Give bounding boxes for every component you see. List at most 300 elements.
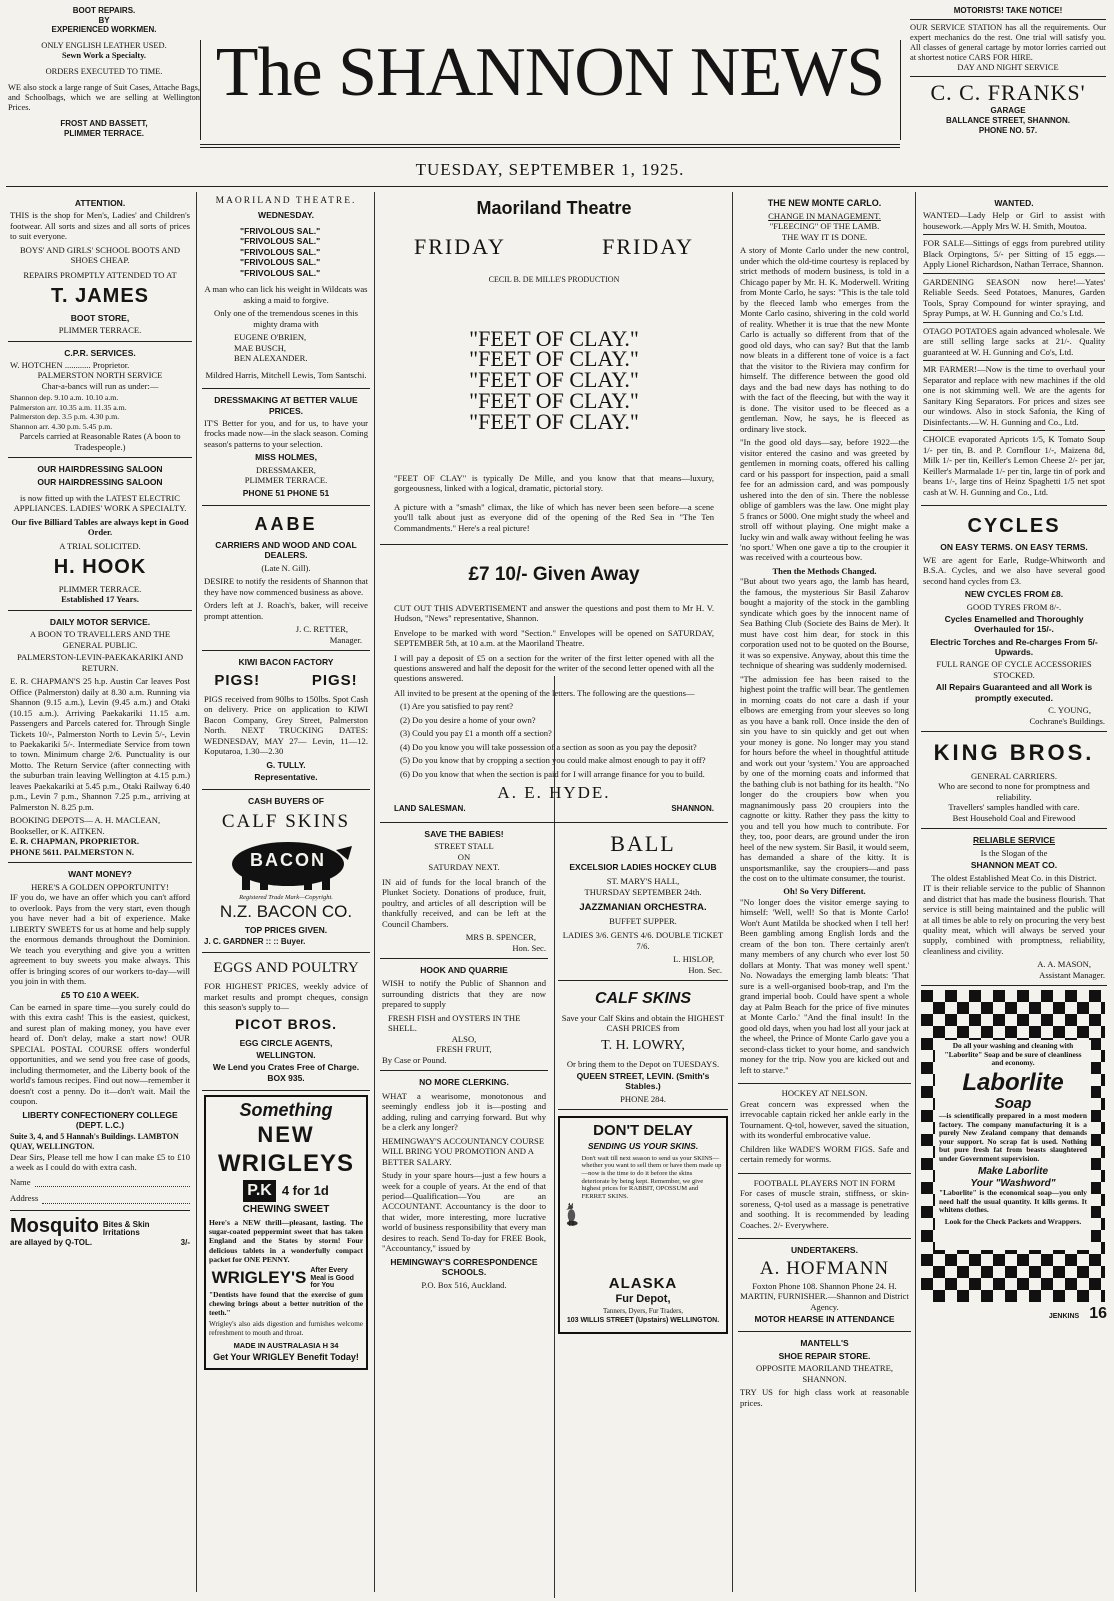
trial-line: A TRIAL SOLICITED. — [59, 540, 141, 551]
friday-right: FRIDAY — [602, 233, 694, 259]
made-in: MADE IN AUSTRALASIA H 34 — [233, 1340, 339, 1350]
coupon-name-row[interactable] — [10, 1177, 190, 1187]
try-us: TRY US for high class work at reasonable prices. — [740, 1387, 909, 1408]
sal-title: "FRIVOLOUS SAL." — [240, 267, 321, 278]
aabe-body: DESIRE to notify the residents of Shannon that they have now commenced business as above. — [204, 576, 368, 597]
reliable-heading: RELIABLE SERVICE — [972, 835, 1056, 846]
alaska-name: ALASKA — [608, 1274, 678, 1292]
lowry-name: T. H. LOWRY, — [601, 1038, 685, 1054]
ad-aabe-carriers — [202, 506, 370, 651]
hockey-body: Great concern was expressed when the irrevocable captain ricked her ankle early in the Tournament. Q-tol, however, saved the situation, with its wonderful embrocative value. — [740, 1098, 909, 1141]
monte-paragraph: "But about two years ago, the lamb has heard, the famous, the mysterious Sir Basil Zaharov bought a majority of the stock in the gambling syndicate which goes by the innocent name of Sea Bathing Club (Societe des Bains de Mer). It must have cost him dear, for stock in this corporation used not to be quoted on the Bourse, it was so expensive. Anyway, about this time the technique of shearing was suddenly modernised. — [740, 576, 909, 671]
ball-tickets: LADIES 3/6. GENTS 4/6. DOUBLE TICKET 7/6. — [562, 930, 724, 951]
oh-so-subhead: Oh! So Very Different. — [783, 886, 866, 897]
jazz-orchestra: JAZZMANIAN ORCHESTRA. — [579, 902, 707, 913]
masthead — [0, 0, 1114, 190]
dress-body: IT'S Better for you, and for us, to have your frocks made now—in the slack season. Coming season's patterns to your selection. — [204, 417, 368, 449]
mosquito-ad — [10, 1214, 190, 1238]
mosquito-word: Mosquito — [10, 1214, 99, 1237]
holmes-phone: PHONE 51 PHONE 51 — [242, 487, 330, 498]
classifieds-wanted — [921, 192, 1107, 506]
corner-divider-left — [200, 40, 201, 140]
case-line: By Case or Pound. — [382, 1054, 447, 1065]
classified-item: WANTED—Lady Help or Girl to assist with housework.—Apply Mrs W. H. Smith, Moutoa. — [923, 210, 1105, 231]
motor-boon: A BOON TO TRAVELLERS AND THE GENERAL PUBLIC. — [29, 629, 171, 650]
lowry-depot: Or bring them to the Depot on TUESDAYS. — [566, 1058, 720, 1069]
wrigleys-quote: "Dentists have found that the exercise of gum chewing brings about a better nutrition of the teeth." — [209, 1290, 363, 1318]
franks-name: C. C. FRANKS' — [930, 79, 1086, 105]
column-4 — [738, 192, 911, 1597]
coupon-address-row[interactable] — [10, 1193, 190, 1203]
classified-item: GARDENING SEASON now here!—Yates' Reliable Seeds. Seed Potatoes, Manures, Garden Tools, Spray Compound for winter spraying, and Spray Pumps, at W. H. Gunning and Co.'s Ltd. — [923, 276, 1105, 319]
travellers-line: Travellers' samples handled with care. — [948, 802, 1080, 813]
ball-club: EXCELSIOR LADIES HOCKEY CLUB — [569, 861, 717, 872]
alaska-address: 103 WILLIS STREET (Upstairs) WELLINGTON. — [566, 1317, 720, 1325]
column-divider — [915, 192, 916, 1592]
cast-member: EUGENE O'BRIEN, — [234, 332, 307, 343]
monte-sub: CHANGE IN MANAGEMENT. — [768, 210, 881, 221]
cpr-heading: C.P.R. SERVICES. — [64, 347, 136, 358]
hofmann-body: Foxton Phone 108. Shannon Phone 24. H. MARTIN, FURNISHER.—Shannon and District Agency. — [740, 1280, 909, 1312]
opposite-theatre: OPPOSITE MAORILAND THEATRE, SHANNON. — [755, 1363, 894, 1384]
new-cycles: NEW CYCLES FROM £8. — [964, 589, 1064, 600]
king-bros-name: KING BROS. — [933, 740, 1095, 766]
holmes-role: DRESSMAKER, — [256, 464, 316, 475]
dont-delay: DON'T DELAY — [593, 1122, 693, 1140]
newspaper-title: The SHANNON NEWS — [215, 34, 885, 111]
sal-title: "FRIVOLOUS SAL." — [240, 225, 321, 236]
envelope-text: Envelope to be marked with word "Section." Envelopes will be opened on SATURDAY, SEPTEMBER 5th, at 10 a.m. at the Maoriland Theatre. — [394, 627, 714, 649]
ad-nz-bacon — [202, 790, 370, 952]
hislop-role: Hon. Sec. — [688, 964, 722, 975]
t-james-name: T. JAMES — [50, 285, 150, 308]
classified-item: FOR SALE—Sittings of eggs from purebred utility Black Orpingtons, 5/- per Sitting of 15 eggs.—Apply Lionel Richardson, Nathan Terrace, Shannon. — [923, 238, 1105, 270]
full-range: FULL RANGE OF CYCLE ACCESSORIES STOCKED. — [936, 659, 1092, 680]
hook-established: Established 17 Years. — [61, 594, 139, 605]
after-meal: After Every Meal is Good for You — [310, 1267, 354, 1290]
smash-body: A picture with a "smash" climax, the like of which has never been seen before—a scene you'll talk about just as everyone did of the opening of the Red Sea in "The Ten Commandments." Here's a real picture! — [394, 501, 714, 533]
h-hook-name: H. HOOK — [53, 556, 147, 579]
classified-item: MR FARMER!—Now is the time to overhaul your Separator and replace with new machines if the old one is not skimming well. We are the agents for Sanitary King Separators. For prices and sizes see our windows. Also in stock Safonia, the King of Disinfectants.—W. H. Gunning and Co., Ltd. — [923, 364, 1105, 427]
frost-bassett: FROST AND BASSETT, — [60, 119, 148, 129]
cycles-body: WE are agent for Earle, Rudge-Whitworth and B.S.A. Cycles, and we also have several good second hand cycles from £3. — [923, 554, 1105, 586]
aabe-late: (Late N. Gill). — [261, 562, 311, 573]
holmes-name: MISS HOLMES, — [255, 452, 317, 463]
wrigleys-logo-2: WRIGLEY'S — [211, 1268, 307, 1288]
address-label: Address — [10, 1193, 39, 1204]
ad-want-money — [8, 863, 192, 1253]
ad-feet-of-clay — [380, 192, 728, 545]
jenkins-credit: JENKINS — [1048, 1313, 1080, 1321]
hemingway-box: P.O. Box 516, Auckland. — [421, 1279, 507, 1290]
cpr-time: Palmerston arr. 10.35 a.m. 11.35 a.m. — [10, 402, 127, 412]
way-line: THE WAY IT IS DONE. — [781, 231, 868, 242]
hislop-name: L. HISLOP, — [673, 954, 714, 965]
ad-cycles — [921, 506, 1107, 732]
nz-bacon-co: N.Z. BACON CO. — [219, 901, 353, 921]
ad-mantells — [738, 1332, 911, 1416]
masthead-bottom-rule — [6, 186, 1108, 187]
young-name: C. YOUNG, — [1048, 705, 1091, 716]
liberty-address: Suite 3, 4, and 5 Hannah's Buildings. LAMBTON QUAY, WELLINGTON. — [10, 1132, 179, 1152]
production-line: CECIL B. DE MILLE'S PRODUCTION — [488, 274, 620, 284]
babies-sat: SATURDAY NEXT. — [428, 862, 500, 873]
theatre-title: Maoriland Theatre — [476, 198, 632, 218]
fleecing-line: "FLEECING" OF THE LAMB. — [769, 221, 880, 232]
aabe-orders: Orders left at J. Roach's, baker, will receive prompt attention. — [204, 600, 368, 621]
corner-ad-franks-garage — [910, 6, 1106, 135]
king-body: Who are second to none for promptness and reliability. — [938, 781, 1090, 802]
cpr-time: Palmerston dep. 3.5 p.m. 4.30 p.m. — [10, 412, 120, 422]
sal-title: "FRIVOLOUS SAL." — [240, 246, 321, 257]
ball-title: BALL — [610, 830, 676, 856]
picot-name: PICOT BROS. — [234, 1016, 337, 1033]
question: (6) Do you know that when the section is paid for I will arrange finance for you to build. — [400, 768, 705, 779]
liberty-college: LIBERTY CONFECTIONERY COLLEGE (DEPT. L.C.) — [22, 1109, 178, 1131]
mason-name: A. A. MASON, — [1037, 959, 1091, 970]
clay-title: "FEET OF CLAY." — [469, 367, 639, 393]
ad-laborlite — [921, 990, 1107, 1302]
babies-heading: SAVE THE BABIES! — [424, 828, 504, 839]
school-boots: BOYS' AND GIRLS' SCHOOL BOOTS AND SHOES CHEAP. — [19, 244, 181, 266]
hemingway-signature: HEMINGWAY'S CORRESPONDENCE SCHOOLS. — [390, 1256, 538, 1278]
sal-title: "FRIVOLOUS SAL." — [240, 236, 321, 247]
service-station-text: OUR SERVICE STATION has all the requirements. Our expert mechanics do the rest. One trial will satisfy you. All classes of general cartage by motor lorries carried out at shortest notice CARS FOR HIRE. — [910, 22, 1106, 62]
also-line: ALSO, — [451, 1033, 477, 1044]
column-3-right — [558, 823, 728, 1334]
hook-address: PLIMMER TERRACE. — [58, 583, 142, 594]
methods-subhead: Then the Methods Changed. — [772, 565, 877, 576]
look-for: Look for the Check Packets and Wrappers. — [944, 1216, 1082, 1226]
name-label: Name — [10, 1176, 31, 1187]
calf-heading: CASH BUYERS OF — [247, 796, 325, 807]
cast-secondary: Mildred Harris, Mitchell Lewis, Tom Santschi. — [205, 369, 367, 380]
orders-line: ORDERS EXECUTED TO TIME. — [45, 66, 163, 76]
plimmer-terrace: PLIMMER TERRACE. — [64, 128, 144, 138]
cpr-time: Shannon dep. 9.10 a.m. 10.10 a.m. — [10, 393, 119, 403]
kiwi-signature: G. TULLY. — [266, 759, 306, 770]
slogan-line: Is the Slogan of the — [980, 847, 1048, 858]
soap-word: Soap — [994, 1094, 1032, 1112]
clay-body: "FEET OF CLAY" is typically De Mille, and you know that that means—luxury, gorgeousness, linked with a logical, dramatic, pictorial story. — [394, 472, 714, 494]
clay-title: "FEET OF CLAY." — [469, 346, 639, 372]
bacon-registered: Registered Trade Mark—Copyright. — [239, 893, 333, 901]
spencer-name: MRS B. SPENCER, — [465, 932, 536, 943]
hofmann-name: A. HOFMANN — [759, 1258, 890, 1280]
get-benefit: Get Your WRIGLEY Benefit Today! — [213, 1351, 359, 1362]
column-3 — [380, 192, 728, 1597]
ad-kiwi-bacon — [202, 651, 370, 790]
day-night-service: DAY AND NIGHT SERVICE — [957, 62, 1059, 72]
laborlite-top: Do all your washing and cleaning with "Laborlite" Soap and be sure of cleanliness and economy. — [944, 1041, 1082, 1068]
mason-role: Assistant Manager. — [1039, 969, 1105, 980]
hemingway-course: HEMINGWAY'S ACCOUNTANCY COURSE WILL BRING YOU PROMOTION AND A BETTER SALARY. — [382, 1135, 545, 1167]
column-divider — [374, 192, 375, 1592]
column-2 — [202, 192, 370, 1597]
kiwi-body: PIGS received from 90lbs to 150lbs. Spot Cash on delivery. Price on application to KIWI Bacon Company, Grey Street, Palmerston North. NEXT TRUCKING DATES: WEDNESDAY, MAY 27— Levin, 11—12. Koputaroa, 1.30—2.30 — [204, 693, 368, 757]
motor-route: PALMERSTON-LEVIN-PAEKAKARIKI AND RETURN. — [16, 652, 184, 673]
fox-icon — [564, 1155, 579, 1275]
skins-small: Don't wait till next season to send us your SKINS—whether you want to sell them or have them made up—now is the time to do it before the skins deteriorate by being kept. Remember, we give highest prices for RABBIT, OPOSSUM and FERRET SKINS. — [581, 1154, 722, 1200]
repairs-line: REPAIRS PROMPTLY ATTENDED TO AT — [23, 269, 177, 280]
plimmer-terrace: PLIMMER TERRACE. — [58, 325, 142, 336]
classified-item: OTAGO POTATOES again advanced wholesale. We are still selling large sacks at 21/-. Quality guaranteed at W. H. Gunning and Co's, Ltd. — [923, 325, 1105, 357]
mosquito-footer — [10, 1238, 190, 1248]
gardner-buyer: J. C. GARDNER :: :: Buyer. — [204, 936, 306, 946]
pk-price: 4 for 1d — [281, 1182, 329, 1198]
good-tyres: GOOD TYRES FROM 8/-. — [966, 601, 1062, 612]
ball-hall: ST. MARY'S HALL, — [606, 876, 680, 887]
enamelled-line: Cycles Enamelled and Thoroughly Overhauled for 15/-. — [944, 614, 1084, 635]
question: (5) Do you know that by cropping a section you could make almost enough to pay it off? — [400, 755, 706, 766]
torches-line: Electric Torches and Re-charges From 5/- Upwards. — [930, 636, 1098, 658]
ad-t-james — [8, 192, 192, 342]
garage-street: BALLANCE STREET, SHANNON. — [945, 115, 1070, 125]
boot-store: BOOT STORE, — [70, 312, 130, 323]
cut-out: CUT OUT THIS ADVERTISEMENT and answer the questions and post them to Mr H. V. Hudson, "News" representative, Shannon. — [394, 602, 714, 624]
ad-king-bros — [921, 732, 1107, 829]
money-body-2: Can be earned in spare time—you surely could do with this extra cash! This is the easiest, quickest, and surest plan of making money, you have ever heard of. Don't delay, make a start now! OUR SPECIAL POSTAL COURSE offers wonderful opportunities, and we send you free case of goods, including thermometer, and the Liberty book of the world's famous recipes. Find out now—remember it doesn't cost a penny. Do it—don't wait. Mail the coupon. — [10, 1001, 190, 1107]
clerking-body: WHAT a wearisome, monotonous and seemingly endless job it is—posting and adding, ruling and carrying forward. But why be a clerk any longer? — [382, 1090, 546, 1133]
motor-body: E. R. CHAPMAN'S 25 h.p. Austin Car leaves Post Office (Palmerston) daily at 8.30 a.m. Running via Shannon (9.15 a.m.), Levin (9.45 a.m.) and Otaki (10.15 a.m.). Arriving Paekakariki 11.15 a.m. Passengers and Parcels catered for. Through Single Tickets 10/-, Palmerston North to Levin 5/-, Levin to Paekakariki 5/-. Intermediate Service from town to town. Minimum charge 2/6. Punctuality is our Motto. The Return Service (after connecting with the suburban train leaving Wellington at 4.15 p.m.) leaves Paekakariki at 5.45 p.m., Otaki Railway 6.40 p.m., Levin 7 p.m., Shannon 7.25 p.m., arriving at Palmerston N. 8.25 p.m. — [10, 676, 190, 812]
ad-save-babies — [380, 823, 548, 959]
guaranteed-line: All Repairs Guaranteed and all Work is promptly executed. — [935, 682, 1093, 703]
dress-heading: DRESSMAKING AT BETTER VALUE PRICES. — [214, 395, 358, 416]
cpr-run: Char-a-bancs will run as under:— — [41, 380, 159, 391]
cpr-parcels: Parcels carried at Reasonable Rates (A boon to Tradespeople.) — [19, 431, 181, 452]
cpr-route: PALMERSTON NORTH SERVICE — [37, 370, 163, 381]
laborlite-body: —is scientifically prepared in a most modern factory. The company manufacturing it is a purely New Zealand company that demands your support. No scrap fat is used. Nothing but pure fresh fat from beasts slaughtered under Government supervision. — [939, 1111, 1087, 1163]
attention-heading: ATTENTION. — [74, 198, 126, 208]
clay-title: "FEET OF CLAY." — [469, 409, 639, 435]
coupon-text: Dear Sirs, Please tell me how I can make £5 to £10 a week as I could do with extra cash. — [10, 1151, 190, 1173]
corner-left-line: EXPERIENCED WORKMEN. — [51, 25, 157, 35]
mantell-name: MANTELL'S — [800, 1338, 849, 1349]
washword: Your "Washword" — [970, 1177, 1056, 1189]
corner-divider-right — [900, 40, 901, 140]
billiard-line: Our five Billiard Tables are always kept in Good Order. — [11, 516, 189, 538]
question: (2) Do you desire a home of your own? — [400, 714, 536, 725]
ad-given-away — [380, 545, 728, 822]
motorists-head: MOTORISTS! TAKE NOTICE! — [953, 6, 1063, 15]
money-sub: £5 TO £10 A WEEK. — [60, 989, 140, 1000]
picot-city: WELLINGTON. — [256, 1049, 316, 1060]
babies-on: ON — [457, 851, 471, 862]
column-divider — [196, 192, 197, 1592]
ad-picot-bros — [202, 953, 370, 1091]
ad-hemingways — [380, 1071, 548, 1295]
question: (4) Do you know you will take possession of a section as soon as you pay the deposit? — [400, 741, 697, 752]
attention-body: THIS is the shop for Men's, Ladies' and Children's footwear. All sorts and sizes and all sorts of prices to suit everyone. — [10, 210, 190, 242]
land-salesman: LAND SALESMAN. — [394, 804, 466, 814]
kiwi-rep: Representative. — [254, 772, 318, 783]
giveaway-title: £7 10/- Given Away — [468, 564, 640, 586]
monte-heading: THE NEW MONTE CARLO. — [767, 198, 882, 208]
money-heading: WANT MONEY? — [68, 869, 132, 880]
corner-ad-boot-repairs — [8, 6, 200, 138]
ad-hockey-ball — [558, 823, 728, 981]
hook-quarrie-body: WISH to notify the Public of Shannon and surrounding districts that they are now prepared to supply — [382, 978, 546, 1010]
title-rule — [200, 147, 900, 148]
kiwi-heading: KIWI BACON FACTORY — [238, 657, 334, 668]
article-football — [738, 1174, 911, 1239]
pig-logo — [218, 836, 354, 892]
ad-daily-motor-service — [8, 611, 192, 864]
theatre-day: WEDNESDAY. — [258, 209, 314, 220]
ball-date: THURSDAY SEPTEMBER 24th. — [584, 886, 702, 897]
friday-left: FRIDAY — [414, 233, 506, 259]
hyde-town: SHANNON. — [671, 804, 714, 814]
undertakers-heading: UNDERTAKERS. — [791, 1245, 858, 1256]
clerking-heading: NO MORE CLERKING. — [419, 1077, 509, 1088]
ad-wrigleys — [202, 1091, 370, 1375]
wanted-heading: WANTED. — [994, 198, 1034, 208]
question: (1) Are you satisfied to pay rent? — [400, 701, 514, 712]
coal-line: Best Household Coal and Firewood — [952, 812, 1076, 823]
calf2-body: Save your Calf Skins and obtain the HIGHEST CASH PRICES from — [561, 1012, 725, 1033]
crates-line: We Lend you Crates Free of Charge. BOX 935. — [212, 1062, 360, 1083]
title-rule — [200, 144, 900, 145]
fresh-fruit: FRESH FRUIT, — [436, 1044, 492, 1055]
spencer-role: Hon. Sec. — [512, 942, 546, 953]
clay-title: "FEET OF CLAY." — [469, 325, 639, 351]
issue-date: TUESDAY, SEPTEMBER 1, 1925. — [415, 160, 685, 179]
hyde-name: A. E. HYDE. — [497, 783, 611, 803]
address-field[interactable] — [42, 1193, 190, 1203]
aabe-name: AABE — [254, 514, 318, 535]
sewn-line: Sewn Work a Specialty. — [61, 50, 147, 60]
saloon-heading: OUR HAIRDRESSING SALOON — [37, 464, 163, 475]
pk-box: P.K — [243, 1180, 276, 1202]
cast-member: BEN ALEXANDER. — [234, 353, 308, 364]
motor-phone: PHONE 5611. PALMERSTON N. — [10, 846, 135, 857]
motor-proprietor: E. R. CHAPMAN, PROPRIETOR. — [10, 836, 139, 847]
ad-hook-quarrie — [380, 959, 548, 1071]
leather-line: ONLY ENGLISH LEATHER USED. — [41, 40, 167, 50]
eggs-body: FOR HIGHEST PRICES, weekly advice of market results and prompt cheques, consign this season's supply to— — [204, 981, 368, 1012]
fur-depot: Fur Depot, — [615, 1293, 671, 1306]
top-prices: TOP PRICES GIVEN. — [244, 924, 328, 935]
monte-paragraph: "No longer does the visitor emerge saying to himself: 'Well, well! So that is Monte Carlo! Won't Aunt Matilda be shocked when I tell her! Been gambling among English lords and the cream of the bon ton. There certainly aren't many members of any church who ever lost 50 dollars at Monty. That was money well spent.' No. Nowadays the emerging lamb bleats: 'That sure is a well-organised boob-trap, and I'm the grand imperial boob. Could have spent a whole day at Palm Beach for the price of five minutes at Monte Carlo.' "And the final insult! In the good old days, when you had lost all your jack at the wheel, the Prince of Monte Carlo gave you a second-class ticket to your home, and sandwich money for the trip. Now you are kicked out and left to starve." — [740, 896, 909, 1075]
corner-left-line: BOOT REPAIRS. — [72, 6, 136, 15]
easy-terms: ON EASY TERMS. ON EASY TERMS. — [940, 542, 1088, 553]
stock-text: WE also stock a large range of Suit Cases, Attache Bags, and Schoolbags, which we are selling at Wellington Prices. — [8, 83, 200, 113]
wrigleys-logo: WRIGLEYS — [217, 1149, 354, 1177]
sal-body: A man who can lick his weight in Wildcats was asking a maid to forgive. — [204, 284, 368, 305]
question: (3) Could you pay £1 a month off a section? — [400, 728, 552, 739]
children-worms: Children like WADE'S WORM FIGS. Safe and certain remedy for worms. — [740, 1143, 909, 1165]
cast-member: MAE BUSCH, — [234, 342, 287, 353]
pigs-heading: PIGS! PIGS! — [214, 671, 358, 689]
aabe-sub: CARRIERS AND WOOD AND COAL DEALERS. — [215, 540, 357, 561]
classified-item: CHOICE evaporated Apricots 1/5, K Tomato Soup 1/- per tin, B. and P. Cornflour 1/-, Maizena 8d, Milk 1/- per tin, Keiller's Lemon Cheese 2/- per jar, Keiller's Marmalade 1/- per tin, large tin of pork and beans 1/-, large tins of Heinz Spaghetti 1/5 net spot cash at W. H. Gunning and Co., Ltd. — [923, 434, 1105, 497]
monte-paragraph: A story of Monte Carlo under the new control, under which the old-time courtesy is replaced by strict methods of modern business, is told in a Chicago paper by Mr. H. K. Moderwell. Writing from Monte Carlo, he says: "This is the tale told by the fleeced lamb who emerges from the Monte Carlo casino, shivering in the cold world of reality. Whether it is true that the new Monte Carlo is actually so different from that of the good old days, who can say? But that the lamb now bleats in a different tone of voice is a fact that the visitor to the Riviera may confirm for himself. The difference between the good old days and the bad new days has nothing to do with the fact of the fleecing, but with the way it is done. The visitor used to be fleeced as a gentleman. Now, he says, he is fleeced as ordinary live stock. — [740, 245, 909, 434]
sending-skins: SENDING US YOUR SKINS. — [587, 1140, 699, 1151]
ad-alaska-fur — [558, 1116, 728, 1333]
garage-label: GARAGE — [990, 106, 1026, 116]
price-text: 3/- — [180, 1238, 190, 1248]
ad-cpr-services — [8, 342, 192, 459]
holmes-address: PLIMMER TERRACE. — [244, 475, 328, 486]
shoe-repair-store: SHOE REPAIR STORE. — [778, 1350, 871, 1361]
football-body: For cases of muscle strain, stiffness, or skin-soreness, Q-tol used as a massage is penetrative and soothing. It is recommended by leading Coaches. 2/- Everywhere. — [740, 1188, 909, 1230]
motor-booking: BOOKING DEPOTS— A. H. MACLEAN, Bookseller, or K. AITKEN. — [10, 815, 161, 836]
ad-lowry-calf-skins — [558, 981, 728, 1110]
football-heading: FOOTBALL PLAYERS NOT IN FORM — [753, 1177, 896, 1188]
clay-title: "FEET OF CLAY." — [469, 388, 639, 414]
ad-shannon-meat — [921, 829, 1107, 986]
aabe-signature: J. C. RETTER, — [295, 624, 348, 635]
motor-hearse: MOTOR HEARSE IN ATTENDANCE — [754, 1314, 895, 1324]
motor-heading: DAILY MOTOR SERVICE. — [49, 616, 151, 627]
theatre-heading: MAORILAND THEATRE. — [215, 196, 357, 206]
ad-maoriland-wednesday — [202, 192, 370, 389]
picot-sub: EGG CIRCLE AGENTS, — [239, 1037, 333, 1048]
buffet-supper: BUFFET SUPPER. — [609, 915, 677, 926]
young-buildings: Cochrane's Buildings. — [1029, 715, 1105, 726]
make-laborlite: Make Laborlite — [977, 1166, 1049, 1178]
wrigleys-body: Here's a NEW thrill—pleasant, lasting. The sugar-coated peppermint sweet that has taken England and the States by storm! Four delicious tablets in a wonderfully compact packet for ONE PENNY. — [209, 1217, 363, 1264]
study-text: Study in your spare hours—just a few hours a week for a couple of years. At the end of that period—Qualification—You are an ACCOUNTANT. Accountancy is the door to that wider, more interesting, more lucrative world of business responsibility that every man desires to reach. Send To-day for FREE Book, "Accountancy," issued by — [382, 1170, 546, 1254]
name-field[interactable] — [35, 1177, 190, 1187]
column-3-left — [380, 823, 548, 1334]
aabe-manager: Manager. — [329, 634, 362, 645]
bacon-word: BACON — [250, 849, 326, 870]
column-1 — [8, 192, 192, 1597]
ad-hofmann — [738, 1239, 911, 1332]
meat-body: IT is their reliable service to the public of Shannon and district that has made the business flourish. That service is still being maintained and the public will at all times be able to rely on procuring the very best quality meat, which will always be served your supply, combined with promptness, reliability, cleanliness and civility. — [923, 883, 1105, 956]
laborlite-logo: Laborlite — [962, 1068, 1064, 1096]
babies-body: IN aid of funds for the local branch of the Plunket Society. Donations of produce, fruit, poultry, and articles of all description will be thankfully received, and can be left at the Council Chambers. — [382, 876, 546, 929]
general-carriers: GENERAL CARRIERS. — [970, 770, 1058, 781]
allayed-text: are allayed by Q-TOL. — [10, 1238, 93, 1248]
alaska-sub: Tanners, Dyers, Fur Traders, — [602, 1306, 683, 1315]
sal-title: "FRIVOLOUS SAL." — [240, 257, 321, 268]
fresh-fish: FRESH FISH and OYSTERS IN THE SHELL. — [388, 1012, 521, 1034]
lowry-address: QUEEN STREET, LEVIN. (Smith's Stables.) — [576, 1071, 710, 1092]
monte-paragraph: "The admission fee has been raised to the highest point the traffic will bear. The gentlemen in morning coats do not care a dash if your elbows are emerging from your sleeves so long as you have a bank roll. Once inside the den of sin you have to sin quickly and get out when your money is gone. No longer may you stand for hours before the wheel in thoughtful attitude and work out your 'system.' You are approached by one of the morning coats and informed that the bathing club is not bathing for its health. "No longer do the croupiers bow when you magnanimously pass 20 croupiers into the cagnotte or kitty. Rather they pass the kitty to you and tell you how much to contribute. For they, too, poor dears, are ground under the iron heel of the new system. Sir Basil, it would seem, has demanded a share of the kitty. It is unsportsmanlike, say the croupiers—and pass the cost on to the ultimate consumer, the tourist. — [740, 673, 909, 883]
corner-left-line: BY — [98, 15, 110, 25]
meat-co-name: SHANNON MEAT CO. — [970, 860, 1058, 871]
lowry-phone: PHONE 284. — [620, 1093, 666, 1104]
article-hockey — [738, 1084, 911, 1173]
bites-text: Bites & Skin Irritations — [102, 1219, 150, 1238]
cpr-proprietor: W. HOTCHEN ............ Proprietor. — [10, 359, 130, 370]
page-number: 16 — [1089, 1305, 1107, 1323]
new-word: NEW — [257, 1121, 315, 1147]
deposit-text: I will pay a deposit of £5 on a section for the writer of the first letter opened with all the questions answered and half the deposit for the writer of the second letter opened with all the questions answered. — [394, 652, 714, 684]
sal-one: Only one of the tremendous scenes in this mighty drama with — [214, 308, 358, 329]
column-5 — [921, 192, 1107, 1597]
ad-dressmaking — [202, 389, 370, 506]
cycles-title: CYCLES — [967, 514, 1061, 537]
oldest-line: The oldest Established Meat Co. in this District. — [931, 872, 1097, 883]
chewing-sweet: CHEWING SWEET — [242, 1203, 330, 1215]
cpr-time: Shannon arr. 4.30 p.m. 5.45 p.m. — [10, 421, 113, 431]
wrigleys-small: Wrigley's also aids digestion and furnishes welcome refreshment to mouth and throat. — [209, 1320, 363, 1337]
garage-phone: PHONE NO. 57. — [978, 125, 1038, 135]
invited-text: All invited to be present at the opening of the letters. The following are the questions— — [394, 687, 695, 698]
something-word: Something — [239, 1100, 333, 1120]
column-divider — [732, 192, 733, 1592]
money-body: IF you do, we have an offer which you can't afford to overlook. Pays from the very start, even though you have never had a bit of experience. Make LIBERTY SWEETS for us at home and help supply the enormous demands throughout the Dominion. We teach you everything and give you a written agreement to buy sweets you make always. This offer is bringing scores of our workers to-day—will you join in with them. — [10, 892, 190, 987]
calf-skins-title-2: CALF SKINS — [595, 990, 691, 1007]
eggs-heading: EGGS AND POULTRY — [213, 959, 359, 976]
page-footer — [921, 1304, 1107, 1324]
monte-paragraph: "In the good old days—say, before 1922—the visitor entered the casino and was greeted by gentlemen in morning coats, offered his calling card or his passport for inspection, paid a small fee for an admission card, and was pompously ushered into the den of sin. There the noblesse oblige of gamblers was the law. One might play 5 francs or 5000. One might study the wheel and stroll off without playing. One might make a lucky win and walk away without feeling he was 'no sport.' When one gave a tip to the croupier it was received with a courteous bow. — [740, 437, 909, 563]
money-golden: HERE'S A GOLDEN OPPORTUNITY! — [31, 881, 169, 892]
hook-quarrie-heading: HOOK AND QUARRIE — [420, 965, 508, 976]
